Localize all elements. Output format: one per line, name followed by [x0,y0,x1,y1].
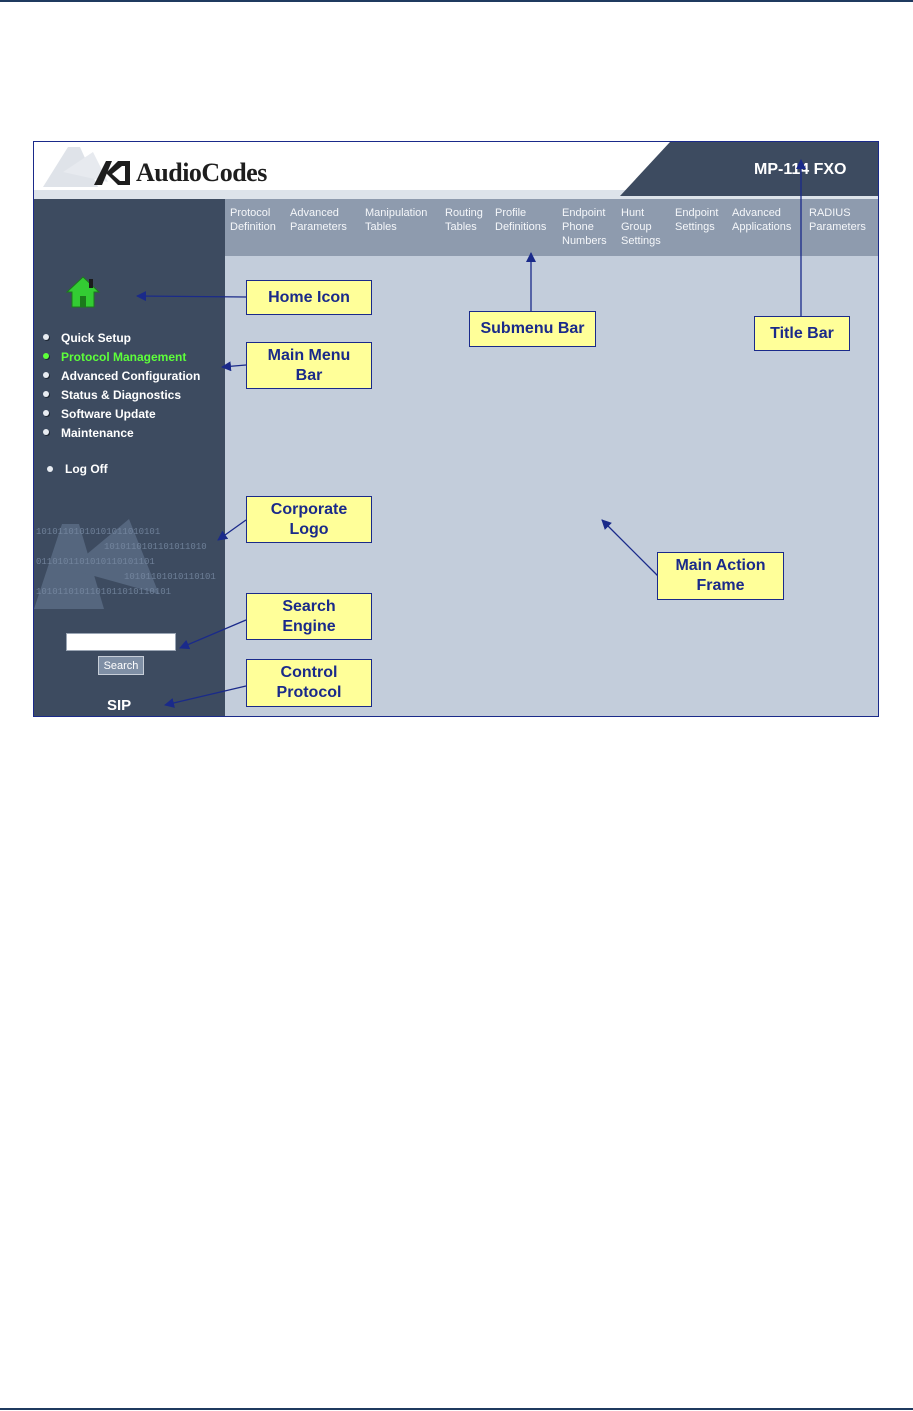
svg-text:0110101101010110101101: 0110101101010110101101 [36,557,155,567]
callout-main-menu-bar: Main Menu Bar [246,342,372,389]
menu-item-label: Protocol Management [61,350,187,364]
logoff-link[interactable] [44,462,108,476]
submenu-item-protocol-definition[interactable] [230,206,276,234]
submenu-item-endpoint-settings[interactable] [675,206,718,234]
submenu-line: Tables [445,221,477,233]
submenu-line: Numbers [562,235,607,247]
callout-search-engine: Search Engine [246,593,372,640]
submenu-item-routing-tables[interactable] [445,206,483,234]
menu-item-quick-setup[interactable] [40,329,200,348]
menu-item-protocol-management[interactable] [40,348,200,367]
svg-text:10101101010110101: 10101101010110101 [124,572,216,582]
callout-title-bar: Title Bar [754,316,850,351]
page-top-rule [0,0,913,2]
page-bottom-rule [0,1408,913,1410]
bullet-icon [43,353,49,359]
menu-item-label: Quick Setup [61,331,132,345]
submenu-item-profile-definitions[interactable] [495,206,546,234]
main-menu-bar [40,329,200,443]
callout-control-protocol: Control Protocol [246,659,372,707]
submenu-line: Advanced [290,207,339,219]
submenu-line: Advanced [732,207,781,219]
header [34,142,878,199]
submenu-line: Endpoint [675,207,719,219]
submenu-line: Settings [675,221,715,233]
submenu-line: Tables [365,221,397,233]
home-icon[interactable] [65,274,101,310]
submenu-line: Phone [562,221,594,233]
bullet-icon [43,410,49,416]
web-interface-screenshot [33,141,879,717]
submenu-line: RADIUS [809,207,851,219]
svg-text:1010110101101011010: 1010110101101011010 [104,542,207,552]
submenu-line: Manipulation [365,207,428,219]
submenu-line: Applications [732,221,792,233]
brand-name: AudioCodes [136,158,267,187]
bullet-icon [43,334,49,340]
callout-home-icon: Home Icon [246,280,372,315]
audiocodes-logo-icon [92,157,132,187]
callout-main-action-frame: Main Action Frame [657,552,784,600]
submenu-item-radius-parameters[interactable] [809,206,866,234]
submenu-bar [225,199,878,256]
menu-item-status-diagnostics[interactable] [40,386,200,405]
sidebar [34,199,225,717]
submenu-line: Parameters [290,221,347,233]
submenu-line: Settings [621,235,661,247]
bullet-icon [43,391,49,397]
control-protocol-label: SIP [107,697,132,714]
submenu-line: Group [621,221,652,233]
bullet-icon [43,429,49,435]
search-button[interactable]: Search [98,656,144,675]
svg-text:1010110101101011010110101: 1010110101101011010110101 [36,587,172,597]
svg-text:10101101010101011010101: 10101101010101011010101 [36,527,161,537]
callout-corporate-logo: Corporate Logo [246,496,372,543]
menu-item-advanced-configuration[interactable] [40,367,200,386]
device-title: MP-114 FXO [754,161,847,178]
menu-item-label: Software Update [61,407,156,421]
search-input[interactable] [66,633,176,651]
submenu-line: Definition [230,221,276,233]
submenu-item-hunt-group-settings[interactable] [621,206,661,248]
menu-item-label: Status & Diagnostics [61,388,182,402]
callout-submenu-bar: Submenu Bar [469,311,596,347]
submenu-line: Profile [495,207,527,219]
submenu-line: Definitions [495,221,547,233]
menu-item-label: Maintenance [61,426,134,440]
submenu-line: Parameters [809,221,866,233]
submenu-line: Protocol [230,207,271,219]
logoff-label: Log Off [65,462,108,476]
menu-item-maintenance[interactable] [40,424,200,443]
submenu-item-manipulation-tables[interactable] [365,206,427,234]
bullet-icon [43,372,49,378]
corporate-logo-icon [34,499,225,614]
menu-item-label: Advanced Configuration [61,369,201,383]
submenu-item-advanced-parameters[interactable] [290,206,347,234]
bullet-icon [47,466,53,472]
submenu-item-endpoint-phone-numbers[interactable] [562,206,607,248]
submenu-line: Routing [445,207,483,219]
menu-item-software-update[interactable] [40,405,200,424]
submenu-line: Hunt [621,207,645,219]
submenu-line: Endpoint [562,207,606,219]
submenu-item-advanced-applications[interactable] [732,206,791,234]
